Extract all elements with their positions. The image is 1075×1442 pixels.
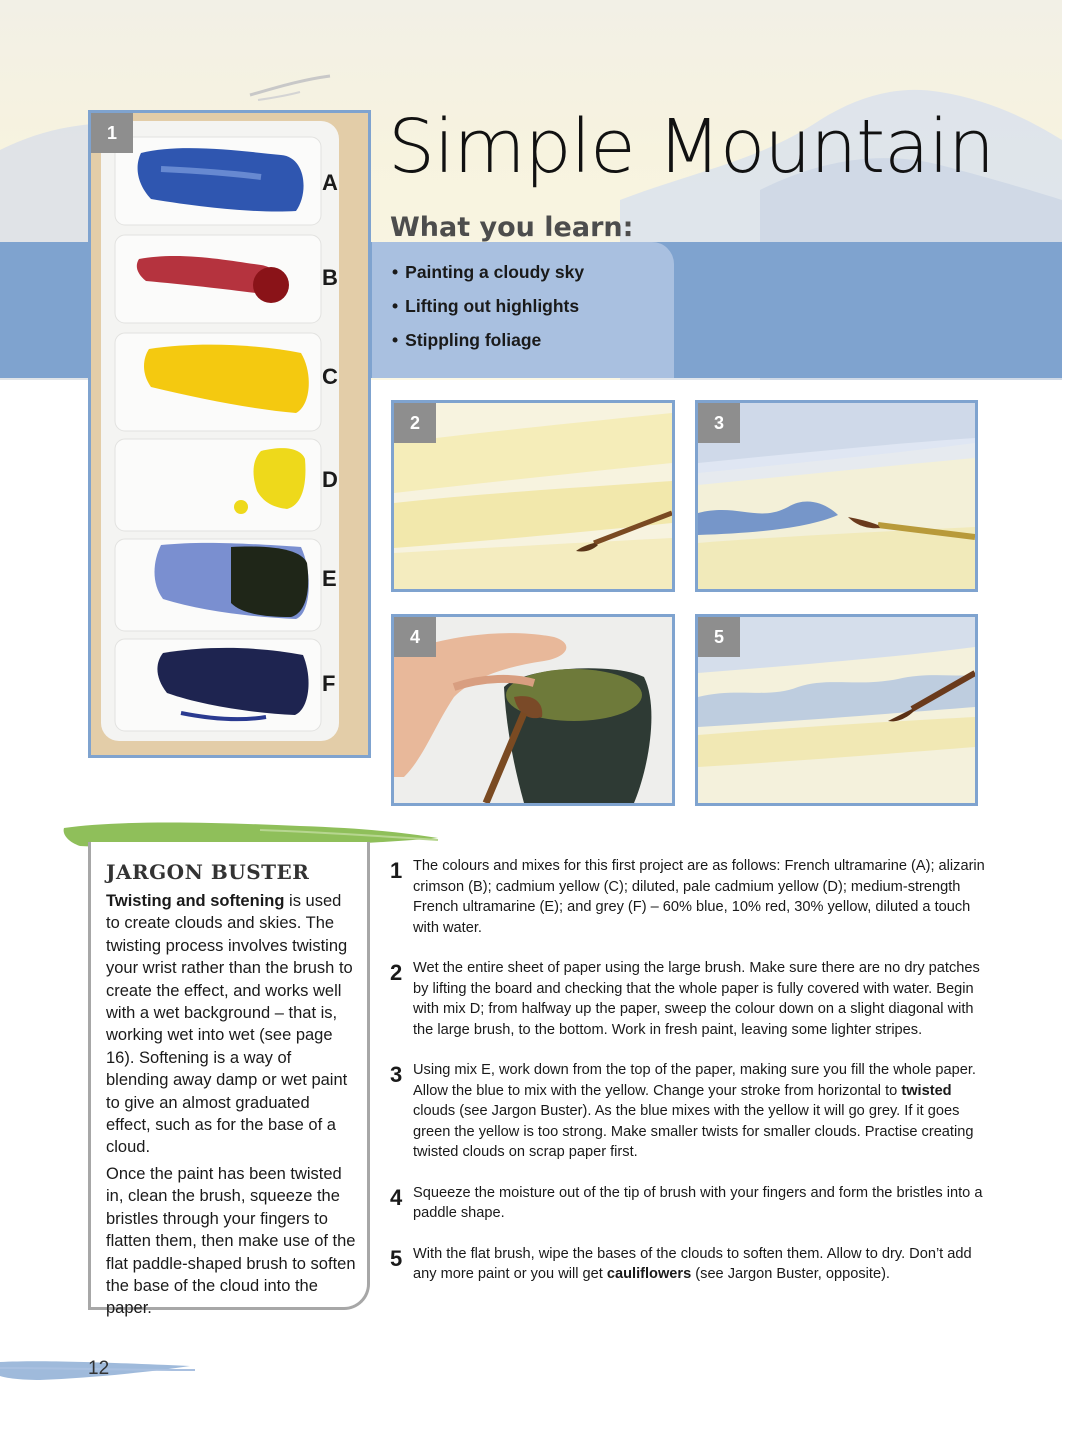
step-number: 1 [390,858,403,883]
learn-subtitle: What you learn: [390,212,634,243]
photo-badge: 2 [394,403,436,443]
palette-label-e: E [322,566,337,591]
step-text-part: Using mix E, work down from the top of the paper, making sure you fill the whole paper. Allow the blue to mix with the yellow. Change your stroke from horizontal to [413,1062,976,1099]
photo-badge: 3 [698,403,740,443]
instruction-steps [390,856,990,1305]
jargon-paragraph [106,890,358,1159]
learn-item: • Stippling foliage [392,330,584,364]
page-title: Simple Mountain [388,104,994,190]
palette-label-b: B [322,265,338,290]
photo-badge: 4 [394,617,436,657]
learn-item: • Painting a cloudy sky [392,262,584,296]
page-number: 12 [88,1358,110,1379]
palette-label-f: F [322,671,336,696]
step-bold-term: twisted [901,1082,952,1099]
photo-badge: 1 [91,113,133,153]
step-text: Squeeze the moisture out of the tip of brush with your fingers and form the bristles into a paddle shape. [413,1184,983,1221]
step-2-photo [391,400,675,592]
palette-label-c: C [322,364,338,389]
learn-item: • Lifting out highlights [392,296,584,330]
step-number: 3 [390,1062,403,1087]
step-text-part: With the flat brush, wipe the bases of the clouds to soften them. Allow to dry. Don’t add any more paint or you will get [413,1245,972,1282]
step-text-part: clouds (see Jargon Buster). As the blue mixes with the yellow it will go grey. If it goes green the yellow is too strong. Make smaller twists for smaller clouds. Practise creating twisted clouds on scrap paper first. [413,1103,974,1160]
photo-badge: 5 [698,617,740,657]
palette-image [91,113,368,755]
step-number: 2 [390,960,403,985]
step-item [390,1060,990,1163]
step-4-photo [391,614,675,806]
step-item [390,856,990,938]
palette-label-a: A [322,170,338,195]
step-text: Wet the entire sheet of paper using the large brush. Make sure there are no dry patches by lifting the board and checking that the whole paper is fully covered with water. Begin with mix D; from halfway up the paper, sweep the colour down on a slight diagonal with the large brush, to the bottom. Work in fresh paint, leaving some lighter stripes. [413,960,980,1038]
step-number: 5 [390,1245,403,1271]
step-text [413,1060,990,1163]
jargon-paragraph: Once the paint has been twisted in, clean the brush, squeeze the bristles through your fingers to flatten them, then make use of the flat paddle-shaped brush to soften the base of the cloud into the paper. [106,1164,356,1318]
step-3-photo [695,400,978,592]
step-text-part: (see Jargon Buster, opposite). [691,1266,890,1282]
step-item [390,958,990,1040]
jargon-buster-title: JARGON BUSTER [106,860,310,884]
step-item [390,1244,990,1285]
step-text [413,1244,990,1285]
jargon-buster-text [106,890,358,1324]
jargon-term: Twisting and softening [106,892,285,910]
step-number: 4 [390,1184,403,1210]
learn-list [392,262,584,364]
step-item [390,1183,990,1224]
step-text: The colours and mixes for this first project are as follows: French ultramarine (A); alizarin crimson (B); cadmium yellow (C); diluted, pale cadmium yellow (D); medium-strength French ultramarine (E); and grey (F) – 60% blue, 10% red, 30% yellow, diluted a touch with water. [413,858,985,936]
palette-photo [88,110,371,758]
palette-label-d: D [322,467,338,492]
step-bold-term: cauliflowers [606,1266,692,1282]
jargon-definition: is used to create clouds and skies. The twisting process involves twisting your wrist rather than the brush to create the effect, and works well with a wet background – that is, working wet into wet (see page 16). Softening is a way of blending away damp or wet paint to give an almost graduated effect, such as for the base of a cloud. [106,892,353,1157]
step-5-photo [695,614,978,806]
